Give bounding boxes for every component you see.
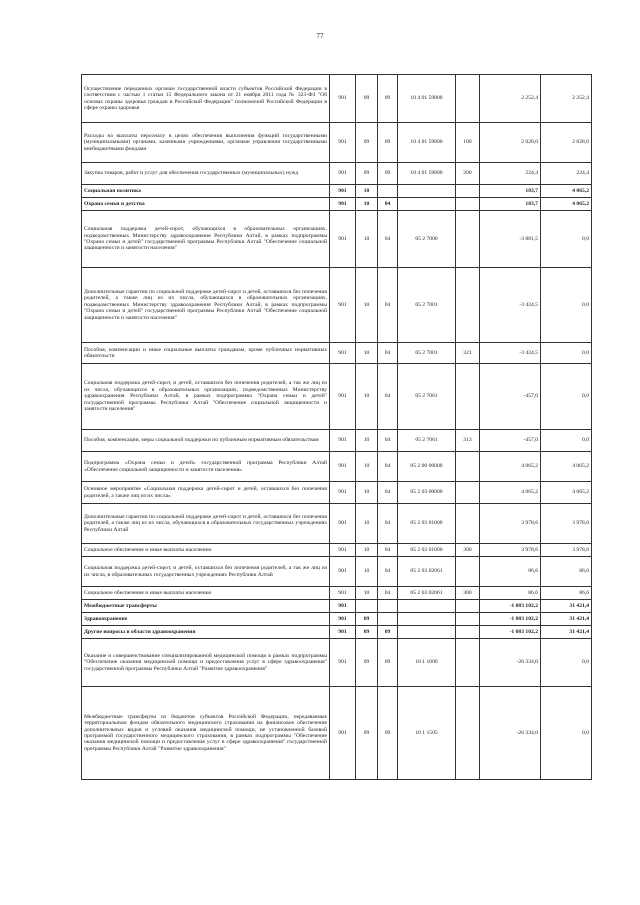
row-section-code: 10 bbox=[356, 268, 378, 343]
row-admin-code: 901 bbox=[330, 544, 356, 557]
row-subsection-code: 04 bbox=[378, 482, 398, 504]
row-expense-type: 321 bbox=[456, 343, 480, 364]
row-amount-total: 0,0 bbox=[541, 364, 592, 430]
row-target-article: 05 2 7000 bbox=[398, 211, 456, 268]
row-expense-type bbox=[456, 504, 480, 544]
row-section-code: 10 bbox=[356, 185, 378, 198]
row-amount-change: 183,7 bbox=[480, 185, 541, 198]
table-row bbox=[82, 198, 592, 211]
row-name: Основное мероприятие «Социальная поддержка детей-сирот и детей, оставшихся без попечения родителей, а также лиц из их числа» bbox=[82, 482, 330, 504]
row-target-article: 05 2 7001 bbox=[398, 343, 456, 364]
row-subsection-code bbox=[378, 185, 398, 198]
row-subsection-code: 09 bbox=[378, 687, 398, 780]
row-expense-type bbox=[456, 687, 480, 780]
row-target-article: 10 1 1000 bbox=[398, 639, 456, 687]
row-amount-change: -26 334,0 bbox=[480, 639, 541, 687]
row-subsection-code: 04 bbox=[378, 504, 398, 544]
row-amount-change: 4 065,2 bbox=[480, 482, 541, 504]
row-target-article: 05 2 03 01000 bbox=[398, 544, 456, 557]
row-admin-code: 901 bbox=[330, 185, 356, 198]
table-row bbox=[82, 163, 592, 185]
row-amount-total: 2 028,0 bbox=[541, 123, 592, 163]
row-name: Межбюджетные трансферты из бюджетов субъектов Российской Федерации, передаваемые территориальным фондам обязательного медицинского страхования на финансовое обеспечение дополнительных видов и условий оказания медицинской помощи, не установленной базовой программой государственного медицинского страхования, в рамках подпрограммы "Обеспечение оказания медицинской помощи и предоставления услуг в сфере здравоохранения" государственной программы Республики Алтай "Развитие здравоохранения" bbox=[82, 687, 330, 780]
row-target-article bbox=[398, 600, 456, 613]
row-expense-type bbox=[456, 626, 480, 639]
row-target-article: 05 2 7001 bbox=[398, 268, 456, 343]
row-amount-total: 0,0 bbox=[541, 343, 592, 364]
row-subsection-code: 04 bbox=[378, 198, 398, 211]
row-target-article bbox=[398, 185, 456, 198]
table-row bbox=[82, 343, 592, 364]
table-row bbox=[82, 268, 592, 343]
row-target-article: 05 2 7061 bbox=[398, 364, 456, 430]
row-subsection-code bbox=[378, 600, 398, 613]
row-target-article bbox=[398, 626, 456, 639]
row-expense-type: 200 bbox=[456, 163, 480, 185]
row-section-code: 10 bbox=[356, 364, 378, 430]
budget-table-body bbox=[82, 75, 592, 780]
row-subsection-code: 04 bbox=[378, 587, 398, 600]
row-admin-code: 901 bbox=[330, 687, 356, 780]
row-subsection-code bbox=[378, 613, 398, 626]
row-amount-change: 86,6 bbox=[480, 587, 541, 600]
row-name: Социальная поддержка детей-сирот, обучающихся в образовательных организациях, подведомственных Министерству здравоохранения Республики Алтай, в рамках подпрограммы "Охрана семьи и детей" государственной программы Республики Алтай "Обеспечение социальной защищенности и занятости населения" bbox=[82, 211, 330, 268]
row-name: Дополнительные гарантии по социальной поддержке детей-сирот и детей, оставшихся без попечения родителей, а также лиц из их числа, обучающихся в образовательных государственных учреждениях Республики Алтай bbox=[82, 504, 330, 544]
row-name: Межбюджетные трансферты bbox=[82, 600, 330, 613]
row-amount-total: 3 978,6 bbox=[541, 504, 592, 544]
row-target-article bbox=[398, 198, 456, 211]
row-target-article: 05 2 03 02061 bbox=[398, 587, 456, 600]
row-section-code: 09 bbox=[356, 626, 378, 639]
table-row bbox=[82, 504, 592, 544]
row-subsection-code: 04 bbox=[378, 211, 398, 268]
row-name: Социальная политика bbox=[82, 185, 330, 198]
row-amount-total: 4 065,2 bbox=[541, 185, 592, 198]
row-amount-change: 3 978,6 bbox=[480, 504, 541, 544]
row-subsection-code: 09 bbox=[378, 75, 398, 123]
row-section-code: 10 bbox=[356, 504, 378, 544]
row-section-code: 10 bbox=[356, 557, 378, 587]
row-subsection-code: 04 bbox=[378, 452, 398, 482]
row-amount-total: 2 252,4 bbox=[541, 75, 592, 123]
budget-table bbox=[81, 74, 592, 780]
row-admin-code: 901 bbox=[330, 613, 356, 626]
row-expense-type bbox=[456, 600, 480, 613]
table-row bbox=[82, 364, 592, 430]
row-target-article: 10 4 01 59800 bbox=[398, 163, 456, 185]
row-amount-total: 31 421,4 bbox=[541, 600, 592, 613]
row-expense-type: 313 bbox=[456, 430, 480, 452]
row-admin-code: 901 bbox=[330, 639, 356, 687]
row-expense-type: 300 bbox=[456, 587, 480, 600]
row-amount-total: 0,0 bbox=[541, 211, 592, 268]
table-row bbox=[82, 75, 592, 123]
table-row bbox=[82, 482, 592, 504]
row-amount-change: 4 065,2 bbox=[480, 452, 541, 482]
row-admin-code: 901 bbox=[330, 626, 356, 639]
row-amount-total: 224,4 bbox=[541, 163, 592, 185]
row-amount-change: 224,4 bbox=[480, 163, 541, 185]
row-section-code bbox=[356, 600, 378, 613]
row-subsection-code: 04 bbox=[378, 430, 398, 452]
row-name: Пособия, компенсации, меры социальной поддержки по публичным нормативным обязательствам bbox=[82, 430, 330, 452]
row-admin-code: 901 bbox=[330, 587, 356, 600]
row-expense-type bbox=[456, 198, 480, 211]
table-row bbox=[82, 626, 592, 639]
row-amount-change: -457,0 bbox=[480, 364, 541, 430]
row-expense-type: 100 bbox=[456, 123, 480, 163]
row-section-code: 09 bbox=[356, 163, 378, 185]
table-row bbox=[82, 185, 592, 198]
row-admin-code: 901 bbox=[330, 211, 356, 268]
row-admin-code: 901 bbox=[330, 75, 356, 123]
row-amount-total: 0,0 bbox=[541, 687, 592, 780]
row-section-code: 09 bbox=[356, 75, 378, 123]
row-amount-change: -1 083 102,2 bbox=[480, 600, 541, 613]
row-name: Дополнительные гарантии по социальной поддержке детей-сирот и детей, оставшихся без попечения родителей, а также лиц из их числа, обучающихся в образовательных организациях, подведомственных Министерству здравоохранения Республики Алтай, в рамках подпрограммы "Охрана семьи и детей" государственной программы Республики Алтай "Обеспечение социальной защищенности и занятости населения" bbox=[82, 268, 330, 343]
row-name: Социальная поддержка детей-сирот, и детей, оставшихся без попечения родителей, а так же лиц из их числа, в образовательных государственных учреждениях Республики Алтай bbox=[82, 557, 330, 587]
row-section-code: 10 bbox=[356, 211, 378, 268]
row-admin-code: 901 bbox=[330, 343, 356, 364]
table-row bbox=[82, 600, 592, 613]
row-section-code: 10 bbox=[356, 198, 378, 211]
table-row bbox=[82, 557, 592, 587]
row-amount-total: 4 065,2 bbox=[541, 198, 592, 211]
row-name: Оказание и совершенствование специализированной медицинской помощи в рамках подпрограммы "Обеспечение оказания медицинской помощи и предоставления услуг в сфере здравоохранения" государственной программы Республики Алтай "Развитие здравоохранения" bbox=[82, 639, 330, 687]
row-expense-type bbox=[456, 557, 480, 587]
row-section-code: 10 bbox=[356, 482, 378, 504]
row-amount-change: 3 978,6 bbox=[480, 544, 541, 557]
row-admin-code: 901 bbox=[330, 268, 356, 343]
row-admin-code: 901 bbox=[330, 557, 356, 587]
row-amount-change: -457,0 bbox=[480, 430, 541, 452]
row-name: Здравоохранение bbox=[82, 613, 330, 626]
row-subsection-code: 09 bbox=[378, 639, 398, 687]
row-subsection-code: 09 bbox=[378, 626, 398, 639]
row-expense-type bbox=[456, 211, 480, 268]
row-amount-change: 2 252,4 bbox=[480, 75, 541, 123]
row-section-code: 09 bbox=[356, 687, 378, 780]
row-amount-change: -3 424,5 bbox=[480, 268, 541, 343]
page-number: 77 bbox=[316, 32, 324, 40]
row-section-code: 10 bbox=[356, 544, 378, 557]
row-target-article: 05 2 7061 bbox=[398, 430, 456, 452]
row-subsection-code: 04 bbox=[378, 364, 398, 430]
row-name: Подпрограмма «Охрана семьи и детей» государственной программа Республики Алтай «Обеспечение социальной защищенности и занятости населения» bbox=[82, 452, 330, 482]
table-row bbox=[82, 211, 592, 268]
row-admin-code: 901 bbox=[330, 482, 356, 504]
row-expense-type bbox=[456, 452, 480, 482]
row-target-article: 05 2 03 00000 bbox=[398, 482, 456, 504]
row-amount-total: 31 421,4 bbox=[541, 613, 592, 626]
row-admin-code: 901 bbox=[330, 364, 356, 430]
row-expense-type bbox=[456, 185, 480, 198]
row-section-code: 09 bbox=[356, 639, 378, 687]
table-row bbox=[82, 123, 592, 163]
row-amount-total: 4 065,2 bbox=[541, 452, 592, 482]
table-row bbox=[82, 687, 592, 780]
row-expense-type: 300 bbox=[456, 544, 480, 557]
row-subsection-code: 09 bbox=[378, 123, 398, 163]
row-target-article: 10 1 1505 bbox=[398, 687, 456, 780]
row-expense-type bbox=[456, 268, 480, 343]
row-section-code: 09 bbox=[356, 613, 378, 626]
row-amount-change: 2 028,0 bbox=[480, 123, 541, 163]
row-admin-code: 901 bbox=[330, 430, 356, 452]
table-row bbox=[82, 430, 592, 452]
row-amount-change: 183,7 bbox=[480, 198, 541, 211]
row-name: Закупка товаров, работ и услуг для обеспечения государственных (муниципальных) нужд bbox=[82, 163, 330, 185]
row-name: Охрана семьи и детства bbox=[82, 198, 330, 211]
row-name: Социальное обеспечение и иные выплаты населению bbox=[82, 587, 330, 600]
row-subsection-code: 04 bbox=[378, 343, 398, 364]
row-target-article: 05 2 03 02061 bbox=[398, 557, 456, 587]
row-amount-change: 86,6 bbox=[480, 557, 541, 587]
row-section-code: 10 bbox=[356, 430, 378, 452]
row-amount-change: -26 334,0 bbox=[480, 687, 541, 780]
row-amount-total: 31 421,4 bbox=[541, 626, 592, 639]
row-target-article: 10 4 01 59800 bbox=[398, 75, 456, 123]
row-admin-code: 901 bbox=[330, 452, 356, 482]
row-name: Социальное обеспечение и иные выплаты населению bbox=[82, 544, 330, 557]
row-target-article: 05 2 03 01000 bbox=[398, 504, 456, 544]
row-amount-total: 0,0 bbox=[541, 268, 592, 343]
row-subsection-code: 04 bbox=[378, 268, 398, 343]
row-amount-total: 3 978,6 bbox=[541, 544, 592, 557]
row-section-code: 09 bbox=[356, 123, 378, 163]
row-section-code: 10 bbox=[356, 587, 378, 600]
row-subsection-code: 09 bbox=[378, 163, 398, 185]
row-expense-type bbox=[456, 75, 480, 123]
row-amount-total: 86,6 bbox=[541, 587, 592, 600]
row-amount-total: 0,0 bbox=[541, 639, 592, 687]
row-target-article: 10 4 01 59800 bbox=[398, 123, 456, 163]
row-admin-code: 901 bbox=[330, 163, 356, 185]
table-row bbox=[82, 613, 592, 626]
row-amount-change: -3 881,5 bbox=[480, 211, 541, 268]
row-name: Пособия, компенсации и иные социальные выплаты гражданам, кроме публичных нормативных обязательств bbox=[82, 343, 330, 364]
row-expense-type bbox=[456, 613, 480, 626]
row-amount-change: -3 424,5 bbox=[480, 343, 541, 364]
row-name: Осуществление переданных органам государственной власти субъектов Российской Федерации в соответствии с частью 1 статьи 15 Федерального закона от 21 ноября 2011 года № 323-ФЗ "Об основах охраны здоровья граждан в Российской Федерации" полномочий Российской Федерации в сфере охраны здоровья bbox=[82, 75, 330, 123]
row-amount-change: -1 083 102,2 bbox=[480, 626, 541, 639]
row-admin-code: 901 bbox=[330, 198, 356, 211]
row-target-article: 05 2 00 00000 bbox=[398, 452, 456, 482]
row-name: Расходы на выплаты персоналу в целях обеспечения выполнения функций государственными (муниципальными) органами, казенными учреждениями, органами управления государственными внебюджетными фондами bbox=[82, 123, 330, 163]
row-section-code: 10 bbox=[356, 343, 378, 364]
row-target-article bbox=[398, 613, 456, 626]
row-admin-code: 901 bbox=[330, 123, 356, 163]
row-admin-code: 901 bbox=[330, 504, 356, 544]
row-expense-type bbox=[456, 364, 480, 430]
row-amount-change: -1 083 102,2 bbox=[480, 613, 541, 626]
row-expense-type bbox=[456, 482, 480, 504]
table-row bbox=[82, 639, 592, 687]
row-amount-total: 0,0 bbox=[541, 430, 592, 452]
table-row bbox=[82, 544, 592, 557]
table-row bbox=[82, 452, 592, 482]
row-name: Социальная поддержка детей-сирот, и детей, оставшихся без попечения родителей, а так же лиц из их числа, обучающихся в образовательных организациях, подведомственных Министерству здравоохранения Республики Алтай, в рамках подпрограммы "Охрана семьи и детей" государственной программы Республики Алтай "Обеспечение социальной защищенности и занятости населения" bbox=[82, 364, 330, 430]
row-subsection-code: 04 bbox=[378, 557, 398, 587]
row-admin-code: 901 bbox=[330, 600, 356, 613]
row-section-code: 10 bbox=[356, 452, 378, 482]
row-subsection-code: 04 bbox=[378, 544, 398, 557]
row-expense-type bbox=[456, 639, 480, 687]
row-name: Другие вопросы в области здравоохранения bbox=[82, 626, 330, 639]
table-row bbox=[82, 587, 592, 600]
row-amount-total: 86,6 bbox=[541, 557, 592, 587]
row-amount-total: 4 065,2 bbox=[541, 482, 592, 504]
